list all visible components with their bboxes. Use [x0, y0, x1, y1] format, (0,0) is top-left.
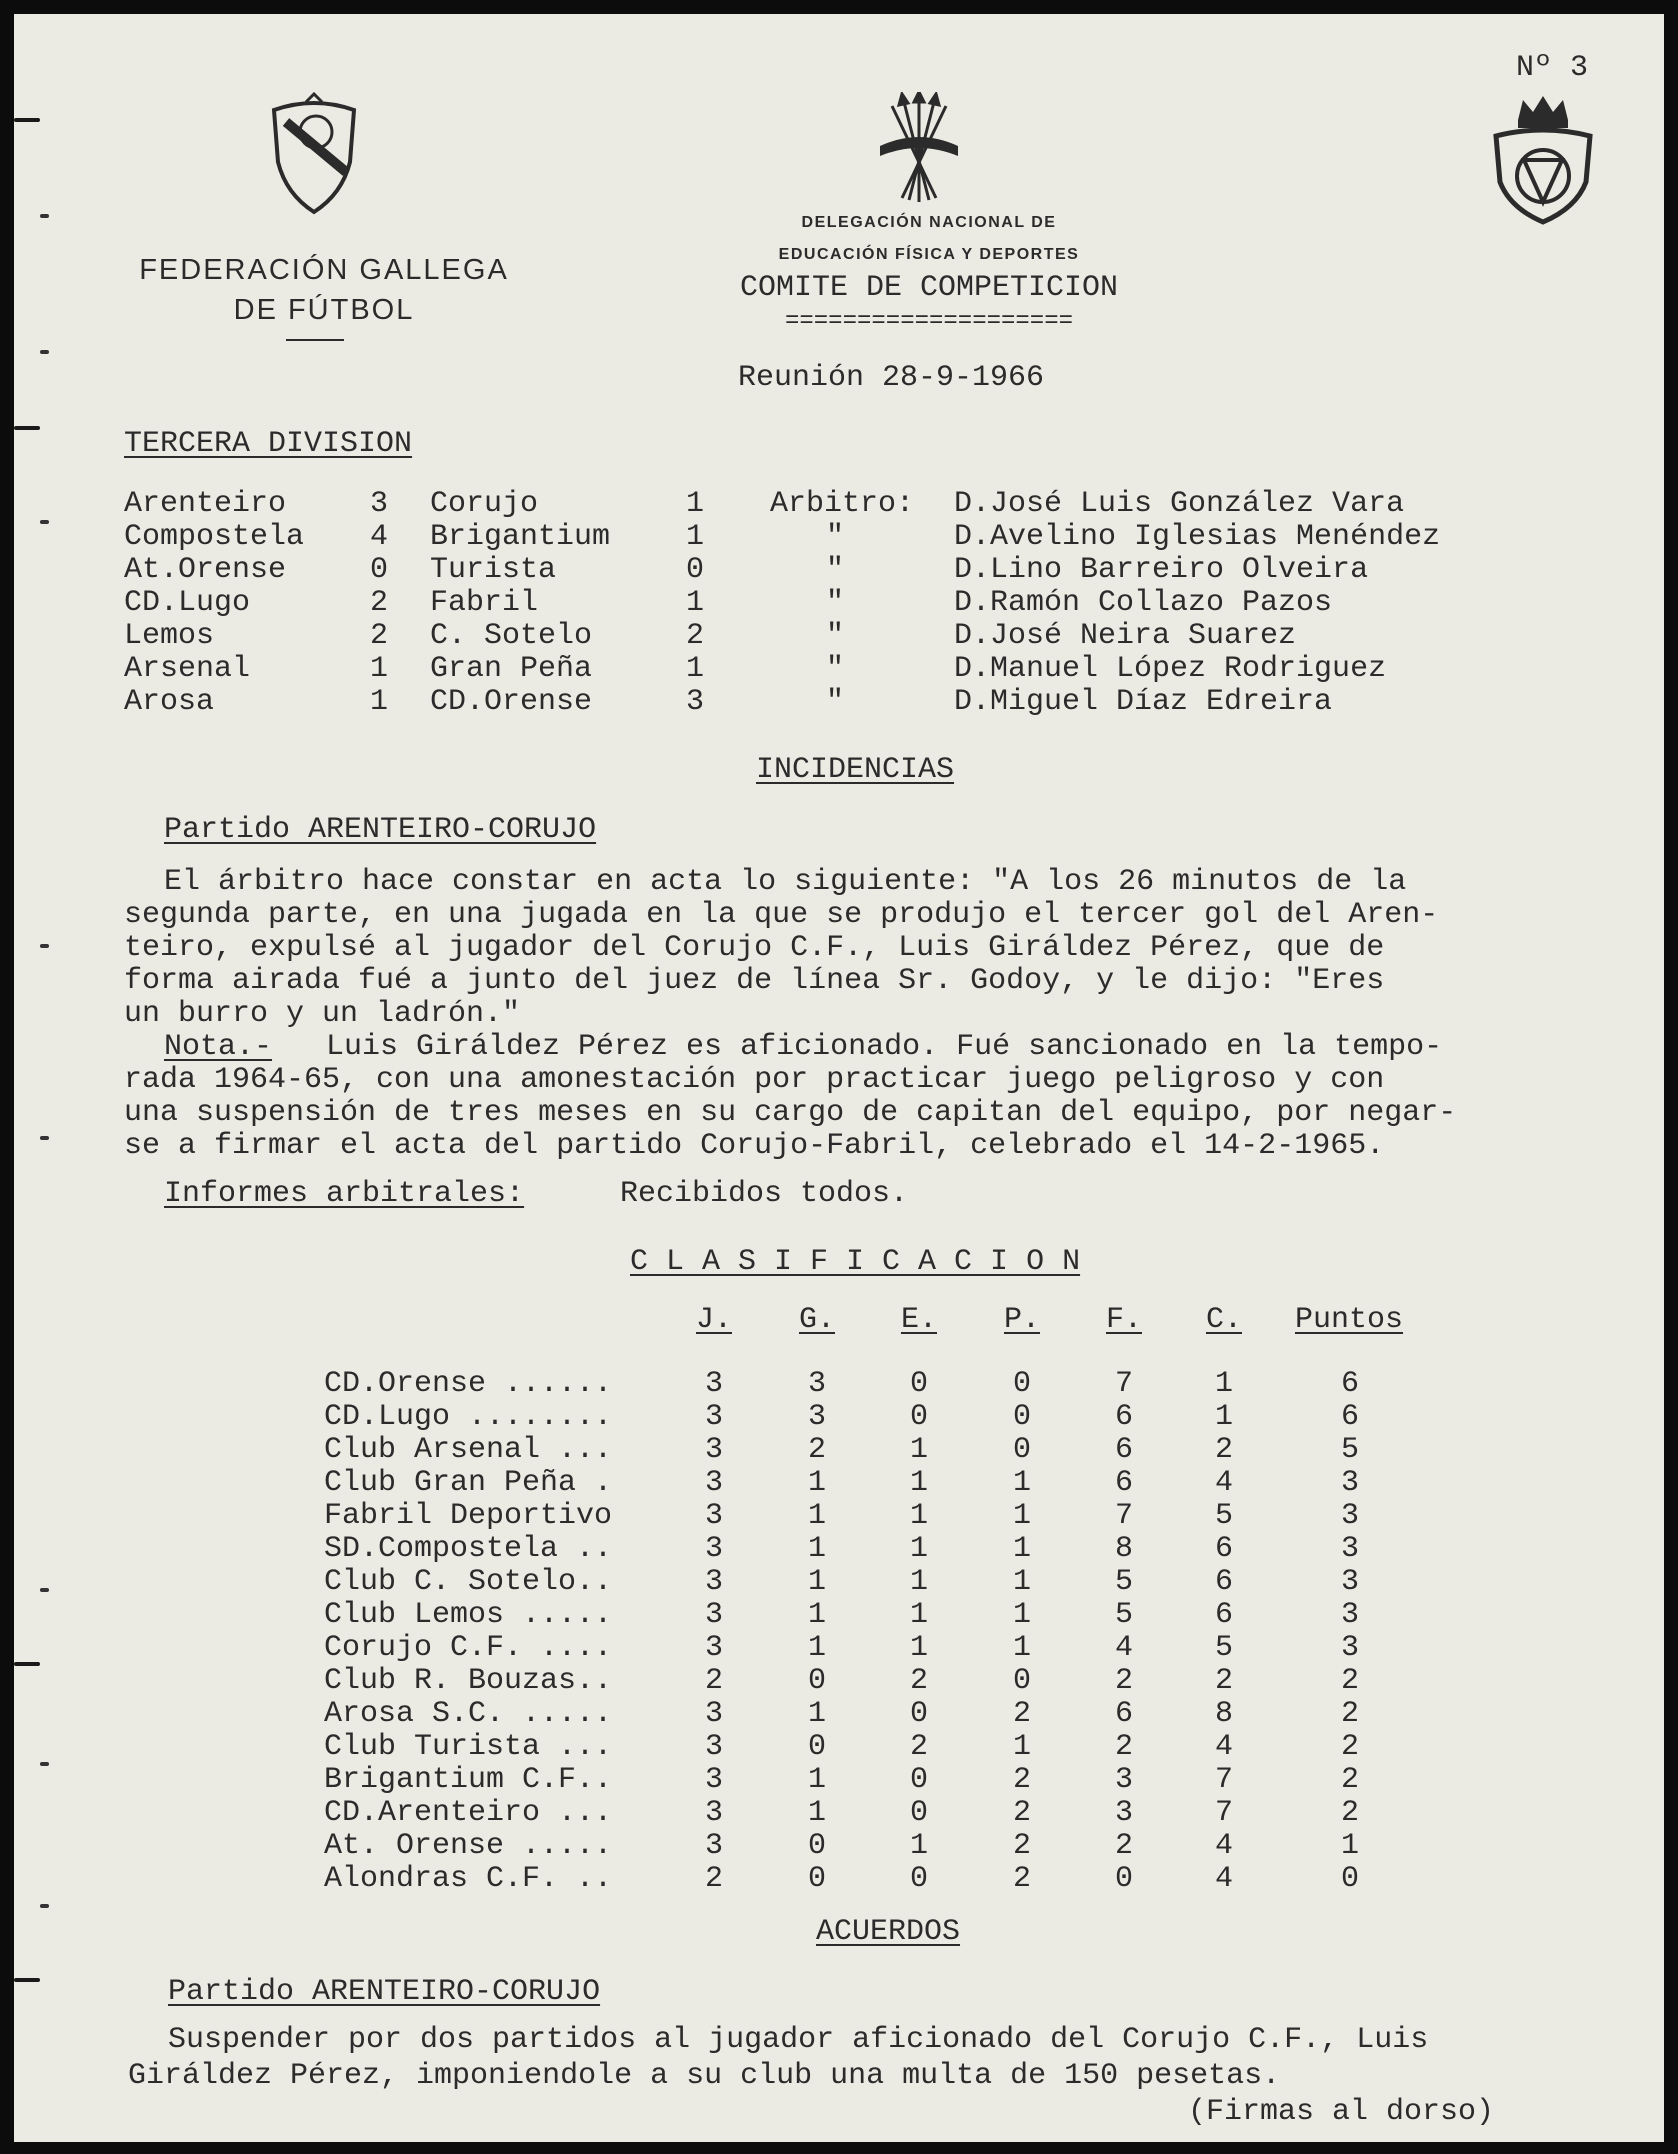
table-row: [324, 1797, 1424, 1830]
away-score: 1: [686, 487, 705, 521]
acuerdos-match-subheading: Partido ARENTEIRO-CORUJO: [168, 1975, 601, 2009]
table-row: [324, 1467, 1424, 1500]
home-score: 3: [370, 487, 389, 521]
team-name: Club Turista ...: [324, 1730, 613, 1764]
won: 1: [807, 1763, 826, 1797]
goals-against: 1: [1214, 1400, 1233, 1434]
won: 0: [807, 1862, 826, 1896]
match-row: [124, 521, 1524, 554]
won: 0: [807, 1664, 826, 1698]
document-page: [14, 14, 1664, 2142]
goals-for: 3: [1114, 1796, 1133, 1830]
ditto-mark: ": [826, 619, 845, 653]
match-row: [124, 554, 1524, 587]
goals-against: 6: [1214, 1532, 1233, 1566]
away-score: 1: [686, 652, 705, 686]
lost: 2: [1012, 1763, 1031, 1797]
played: 3: [704, 1631, 723, 1665]
home-team: Arenteiro: [124, 487, 287, 521]
played: 3: [704, 1730, 723, 1764]
goals-for: 5: [1114, 1598, 1133, 1632]
team-name: SD.Compostela ..: [324, 1532, 613, 1566]
played: 3: [704, 1466, 723, 1500]
team-name: Club Arsenal ...: [324, 1433, 613, 1467]
won: 0: [807, 1829, 826, 1863]
committee-double-rule: ====================: [784, 308, 1074, 335]
paragraph-line: forma airada fué a junto del juez de línea Sr. Godoy, y le dijo: "Eres: [124, 964, 1385, 998]
match-row: [124, 686, 1524, 719]
referee-name: D.Avelino Iglesias Menéndez: [954, 520, 1441, 554]
goals-for: 7: [1114, 1499, 1133, 1533]
goals-against: 1: [1214, 1367, 1233, 1401]
team-name: Club C. Sotelo..: [324, 1565, 613, 1599]
team-name: CD.Arenteiro ...: [324, 1796, 613, 1830]
home-score: 2: [370, 586, 389, 620]
points: 3: [1340, 1532, 1359, 1566]
table-row: [324, 1599, 1424, 1632]
lost: 0: [1012, 1433, 1031, 1467]
home-team: At.Orense: [124, 553, 287, 587]
table-row: [324, 1368, 1424, 1401]
referee-name: D.Ramón Collazo Pazos: [954, 586, 1333, 620]
arrows-emblem: [874, 92, 964, 208]
acuerdos-heading: ACUERDOS: [816, 1915, 961, 1949]
header-puntos: Puntos: [1294, 1303, 1404, 1337]
header-e: E.: [900, 1303, 937, 1337]
team-name: Club Gran Peña .: [324, 1466, 613, 1500]
team-name: CD.Lugo ........: [324, 1400, 613, 1434]
points: 3: [1340, 1466, 1359, 1500]
division-heading: TERCERA DIVISION: [124, 427, 413, 461]
drawn: 2: [909, 1664, 928, 1698]
away-score: 3: [686, 685, 705, 719]
binder-mark: [14, 1662, 40, 1666]
team-name: At. Orense .....: [324, 1829, 613, 1863]
lost: 2: [1012, 1796, 1031, 1830]
nota-line: una suspensión de tres meses en su cargo de capitan del equipo, por negar-: [124, 1096, 1457, 1130]
team-name: Alondras C.F. ..: [324, 1862, 613, 1896]
home-score: 0: [370, 553, 389, 587]
drawn: 1: [909, 1829, 928, 1863]
paragraph-line: un burro y un ladrón.": [124, 997, 521, 1031]
header-j: J.: [695, 1303, 732, 1337]
goals-against: 4: [1214, 1862, 1233, 1896]
won: 1: [807, 1565, 826, 1599]
team-name: Club Lemos .....: [324, 1598, 613, 1632]
table-row: [324, 1863, 1424, 1896]
table-row: [324, 1434, 1424, 1467]
goals-for: 2: [1114, 1664, 1133, 1698]
goals-against: 2: [1214, 1433, 1233, 1467]
home-team: Compostela: [124, 520, 305, 554]
drawn: 1: [909, 1532, 928, 1566]
won: 1: [807, 1631, 826, 1665]
home-team: Arsenal: [124, 652, 251, 686]
table-row: [324, 1764, 1424, 1797]
team-name: Brigantium C.F..: [324, 1763, 613, 1797]
binder-mark: [14, 118, 40, 122]
goals-for: 5: [1114, 1565, 1133, 1599]
committee-title: COMITE DE COMPETICION: [739, 271, 1119, 305]
drawn: 1: [909, 1466, 928, 1500]
match-row: [124, 620, 1524, 653]
won: 3: [807, 1367, 826, 1401]
federation-name-line1: FEDERACIÓN GALLEGA: [139, 254, 509, 286]
margin-mark: [40, 1904, 49, 1908]
drawn: 0: [909, 1697, 928, 1731]
goals-for: 3: [1114, 1763, 1133, 1797]
points: 0: [1340, 1862, 1359, 1896]
away-score: 1: [686, 586, 705, 620]
away-team: Gran Peña: [430, 652, 593, 686]
incidencias-match-subheading: Partido ARENTEIRO-CORUJO: [164, 813, 597, 847]
goals-for: 7: [1114, 1367, 1133, 1401]
points: 6: [1340, 1400, 1359, 1434]
goals-against: 7: [1214, 1763, 1233, 1797]
divider: [286, 339, 344, 341]
points: 2: [1340, 1697, 1359, 1731]
lost: 2: [1012, 1697, 1031, 1731]
binder-mark: [14, 426, 40, 430]
goals-for: 2: [1114, 1829, 1133, 1863]
points: 2: [1340, 1664, 1359, 1698]
points: 5: [1340, 1433, 1359, 1467]
won: 0: [807, 1730, 826, 1764]
won: 1: [807, 1598, 826, 1632]
nota-line: Luis Giráldez Pérez es aficionado. Fué sancionado en la tempo-: [326, 1030, 1443, 1064]
margin-mark: [40, 1136, 49, 1140]
won: 1: [807, 1466, 826, 1500]
table-row: [324, 1632, 1424, 1665]
points: 3: [1340, 1631, 1359, 1665]
goals-against: 5: [1214, 1499, 1233, 1533]
table-row: [324, 1500, 1424, 1533]
referee-name: D.Miguel Díaz Edreira: [954, 685, 1333, 719]
away-score: 1: [686, 520, 705, 554]
signature-note: (Firmas al dorso): [1188, 2095, 1495, 2129]
margin-mark: [40, 1762, 49, 1766]
document-number: Nº 3: [1516, 51, 1589, 85]
ditto-mark: ": [826, 520, 845, 554]
nota-line: se a firmar el acta del partido Corujo-Fabril, celebrado el 14-2-1965.: [124, 1129, 1385, 1163]
goals-for: 6: [1114, 1433, 1133, 1467]
lost: 0: [1012, 1664, 1031, 1698]
referee-name: D.José Neira Suarez: [954, 619, 1297, 653]
margin-mark: [40, 1588, 49, 1592]
team-name: Arosa S.C. .....: [324, 1697, 613, 1731]
lost: 0: [1012, 1400, 1031, 1434]
goals-for: 8: [1114, 1532, 1133, 1566]
team-name: CD.Orense ......: [324, 1367, 613, 1401]
header-f: F.: [1105, 1303, 1142, 1337]
acuerdos-line: Giráldez Pérez, imponiendole a su club una multa de 150 pesetas.: [128, 2059, 1281, 2093]
played: 3: [704, 1796, 723, 1830]
margin-mark: [40, 944, 49, 948]
played: 3: [704, 1598, 723, 1632]
home-score: 1: [370, 652, 389, 686]
points: 2: [1340, 1763, 1359, 1797]
points: 6: [1340, 1367, 1359, 1401]
away-team: C. Sotelo: [430, 619, 593, 653]
goals-against: 6: [1214, 1565, 1233, 1599]
played: 3: [704, 1499, 723, 1533]
margin-mark: [40, 214, 49, 218]
points: 2: [1340, 1730, 1359, 1764]
informes-label: Informes arbitrales:: [164, 1177, 525, 1211]
referee-name: D.Lino Barreiro Olveira: [954, 553, 1369, 587]
nota-line: rada 1964-65, con una amonestación por practicar juego peligroso y con: [124, 1063, 1385, 1097]
home-team: Arosa: [124, 685, 215, 719]
lost: 1: [1012, 1532, 1031, 1566]
played: 3: [704, 1565, 723, 1599]
lost: 1: [1012, 1565, 1031, 1599]
home-score: 2: [370, 619, 389, 653]
table-row: [324, 1533, 1424, 1566]
drawn: 1: [909, 1565, 928, 1599]
won: 1: [807, 1697, 826, 1731]
header-c: C.: [1205, 1303, 1242, 1337]
won: 3: [807, 1400, 826, 1434]
header-p: P.: [1003, 1303, 1040, 1337]
points: 3: [1340, 1499, 1359, 1533]
standings-header-row: [324, 1304, 1424, 1340]
played: 3: [704, 1367, 723, 1401]
goals-for: 6: [1114, 1466, 1133, 1500]
goals-against: 4: [1214, 1829, 1233, 1863]
played: 3: [704, 1829, 723, 1863]
match-row: [124, 488, 1524, 521]
referee-name: D.José Luis González Vara: [954, 487, 1405, 521]
acuerdos-line: Suspender por dos partidos al jugador aficionado del Corujo C.F., Luis: [168, 2023, 1429, 2057]
lost: 1: [1012, 1466, 1031, 1500]
crown-crest-emblem: [1488, 90, 1598, 226]
played: 3: [704, 1763, 723, 1797]
team-name: Corujo C.F. ....: [324, 1631, 613, 1665]
drawn: 1: [909, 1499, 928, 1533]
drawn: 0: [909, 1400, 928, 1434]
home-score: 1: [370, 685, 389, 719]
drawn: 1: [909, 1598, 928, 1632]
played: 3: [704, 1433, 723, 1467]
lost: 1: [1012, 1730, 1031, 1764]
drawn: 0: [909, 1763, 928, 1797]
header-g: G.: [798, 1303, 835, 1337]
referee-name: D.Manuel López Rodriguez: [954, 652, 1387, 686]
played: 3: [704, 1697, 723, 1731]
federation-shield-emblem: [266, 92, 362, 216]
match-row: [124, 587, 1524, 620]
lost: 2: [1012, 1829, 1031, 1863]
played: 2: [704, 1664, 723, 1698]
match-row: [124, 653, 1524, 686]
drawn: 2: [909, 1730, 928, 1764]
ditto-mark: ": [826, 586, 845, 620]
drawn: 1: [909, 1631, 928, 1665]
team-name: Club R. Bouzas..: [324, 1664, 613, 1698]
goals-against: 4: [1214, 1730, 1233, 1764]
margin-mark: [40, 350, 49, 354]
away-team: Brigantium: [430, 520, 611, 554]
goals-against: 2: [1214, 1664, 1233, 1698]
home-score: 4: [370, 520, 389, 554]
drawn: 0: [909, 1862, 928, 1896]
goals-for: 6: [1114, 1697, 1133, 1731]
delegation-line2: EDUCACIÓN FÍSICA Y DEPORTES: [778, 246, 1080, 263]
away-team: Turista: [430, 553, 557, 587]
team-name: Fabril Deportivo: [324, 1499, 613, 1533]
lost: 2: [1012, 1862, 1031, 1896]
goals-for: 4: [1114, 1631, 1133, 1665]
drawn: 0: [909, 1367, 928, 1401]
lost: 1: [1012, 1499, 1031, 1533]
informes-value: Recibidos todos.: [620, 1177, 909, 1211]
delegation-line1: DELEGACIÓN NACIONAL DE: [801, 214, 1057, 231]
goals-against: 6: [1214, 1598, 1233, 1632]
margin-mark: [40, 520, 49, 524]
away-team: Corujo: [430, 487, 539, 521]
goals-for: 0: [1114, 1862, 1133, 1896]
home-team: Lemos: [124, 619, 215, 653]
nota-label: Nota.-: [164, 1030, 273, 1064]
paragraph-line: teiro, expulsé al jugador del Corujo C.F., Luis Giráldez Pérez, que de: [124, 931, 1385, 965]
away-score: 0: [686, 553, 705, 587]
clasificacion-title: C L A S I F I C A C I O N: [630, 1245, 1081, 1279]
incidencias-heading: INCIDENCIAS: [756, 753, 955, 787]
ditto-mark: ": [826, 685, 845, 719]
table-row: [324, 1401, 1424, 1434]
table-row: [324, 1665, 1424, 1698]
referee-label: Arbitro:: [770, 487, 915, 521]
goals-against: 4: [1214, 1466, 1233, 1500]
won: 1: [807, 1532, 826, 1566]
drawn: 0: [909, 1796, 928, 1830]
goals-against: 7: [1214, 1796, 1233, 1830]
away-team: CD.Orense: [430, 685, 593, 719]
paragraph-line: El árbitro hace constar en acta lo siguiente: "A los 26 minutos de la: [164, 865, 1407, 899]
goals-for: 2: [1114, 1730, 1133, 1764]
goals-for: 6: [1114, 1400, 1133, 1434]
binder-mark: [14, 1978, 40, 1982]
ditto-mark: ": [826, 553, 845, 587]
lost: 0: [1012, 1367, 1031, 1401]
points: 1: [1340, 1829, 1359, 1863]
won: 1: [807, 1499, 826, 1533]
played: 2: [704, 1862, 723, 1896]
table-row: [324, 1830, 1424, 1863]
points: 3: [1340, 1598, 1359, 1632]
won: 2: [807, 1433, 826, 1467]
won: 1: [807, 1796, 826, 1830]
table-row: [324, 1731, 1424, 1764]
lost: 1: [1012, 1631, 1031, 1665]
lost: 1: [1012, 1598, 1031, 1632]
goals-against: 8: [1214, 1697, 1233, 1731]
played: 3: [704, 1532, 723, 1566]
points: 2: [1340, 1796, 1359, 1830]
drawn: 1: [909, 1433, 928, 1467]
table-row: [324, 1566, 1424, 1599]
home-team: CD.Lugo: [124, 586, 251, 620]
federation-name-line2: DE FÚTBOL: [233, 294, 415, 326]
away-score: 2: [686, 619, 705, 653]
table-row: [324, 1698, 1424, 1731]
goals-against: 5: [1214, 1631, 1233, 1665]
away-team: Fabril: [430, 586, 539, 620]
ditto-mark: ": [826, 652, 845, 686]
points: 3: [1340, 1565, 1359, 1599]
paragraph-line: segunda parte, en una jugada en la que se produjo el tercer gol del Aren-: [124, 898, 1439, 932]
meeting-date: Reunión 28-9-1966: [738, 361, 1045, 395]
played: 3: [704, 1400, 723, 1434]
